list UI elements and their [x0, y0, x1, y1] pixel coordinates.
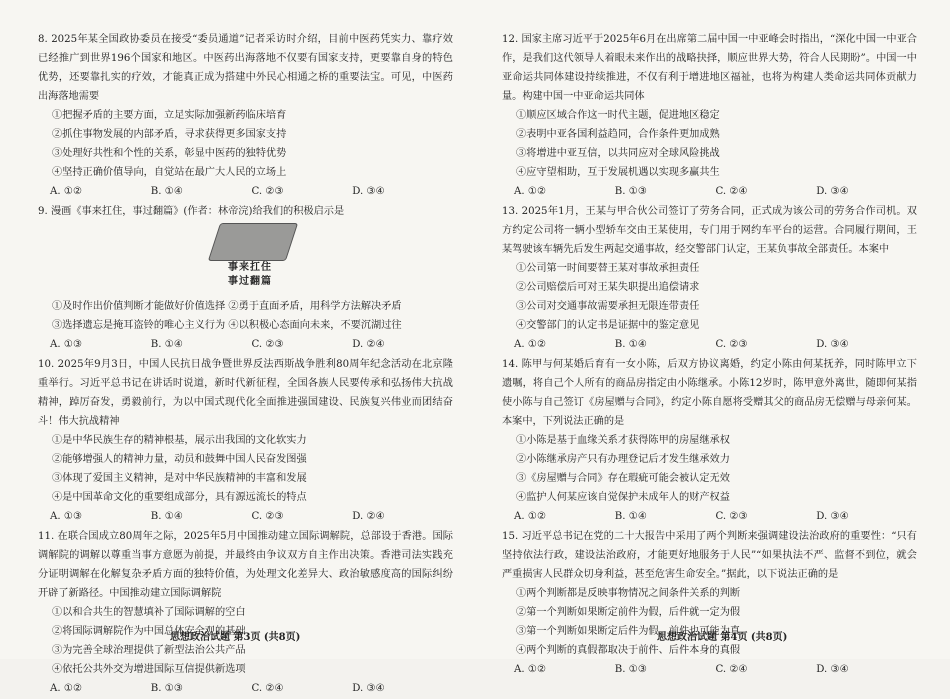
- option-line: ③选择遗忘是掩耳盗铃的唯心主义行为 ④以积极心态面向未来，不要沉湖过往: [52, 320, 402, 331]
- answer-choices: [38, 507, 453, 526]
- answer-choices: [502, 507, 917, 526]
- option-line: ②将国际调解院作为中国总体安全观的基础: [52, 626, 246, 637]
- question-9: [38, 202, 453, 354]
- option-line: ③处理好共性和个性的关系，彰显中医药的独特优势: [52, 148, 287, 159]
- answer-b: B. ①④: [614, 511, 647, 522]
- answer-b: B. ①③: [150, 683, 183, 694]
- answer-c: C. ②④: [715, 186, 748, 197]
- option-line: ③将增进中亚互信，以共同应对全球风险挑战: [516, 148, 720, 159]
- left-page-column: [38, 30, 453, 699]
- answer-a: A. ①②: [514, 186, 547, 197]
- cartoon-caption: 事来扛住: [228, 262, 272, 273]
- option-line: ④应守望相助，互于发展机遇以实现多赢共生: [516, 167, 720, 178]
- question-13: [502, 202, 917, 354]
- question-stem: 12. 国家主席习近平于2025年6月在出席第二届中国一中亚峰会时指出，“深化中国一中亚合作，是我们这代领导人着眼未来作出的战略抉择，顺应世界大势，符合人民期盼”。中国一中亚命运共同体建设持续推进，不仅有利于增进地区福祉，也将为构建人类命运共同体贡献力量。构建中国一中亚命运共同体: [502, 34, 917, 102]
- answer-choices: [38, 182, 453, 201]
- option-line: ②能够增强人的精神力量，动员和鼓舞中国人民奋发图强: [52, 454, 307, 465]
- question-15: [502, 527, 917, 679]
- answer-c: C. ②③: [715, 339, 748, 350]
- option-line: ①小陈是基于血缘关系才获得陈甲的房屋继承权: [516, 435, 730, 446]
- option-line: ①是中华民族生存的精神根基，展示出我国的文化软实力: [52, 435, 307, 446]
- answer-b: B. ①④: [614, 339, 647, 350]
- question-stem: 15. 习近平总书记在党的二十大报告中采用了两个判断来强调建设法治政府的重要性：“只有坚持依法行政，建设法治政府，才能更好地服务于人民”“如果执法不严、监督不到位，就会严重损害人民群众切身利益，甚至危害生命安全。”据此，以下说法正确的是: [502, 531, 917, 580]
- option-line: ④交警部门的认定书是证据中的鉴定意见: [516, 320, 700, 331]
- answer-a: A. ①②: [514, 664, 547, 675]
- answer-b: B. ①③: [614, 186, 647, 197]
- option-line: ③为完善全球治理提供了新型法治公共产品: [52, 645, 246, 656]
- option-line: ①公司第一时间要替王某对事故承担责任: [516, 263, 700, 274]
- option-line: ③《房屋赠与合同》存在瑕疵可能会被认定无效: [516, 473, 730, 484]
- answer-a: A. ①②: [50, 186, 83, 197]
- option-line: ③第一个判断如果断定后件为假，前件也可能为真: [516, 626, 741, 637]
- question-11: [38, 527, 453, 698]
- answer-choices: [38, 335, 453, 354]
- option-line: ②表明中亚各国利益趋同，合作条件更加成熟: [516, 129, 720, 140]
- answer-choices: [502, 335, 917, 354]
- option-line: ④监护人何某应该自觉保护未成年人的财产权益: [516, 492, 730, 503]
- answer-c: C. ②③: [251, 186, 284, 197]
- answer-d: D. ②④: [352, 339, 385, 350]
- answer-d: D. ③④: [816, 511, 849, 522]
- option-line: ②抓住事物发展的内部矛盾，寻求获得更多国家支持: [52, 129, 287, 140]
- answer-a: A. ①②: [50, 683, 83, 694]
- answer-c: C. ②③: [251, 511, 284, 522]
- answer-b: B. ①③: [614, 664, 647, 675]
- question-10: [38, 355, 453, 526]
- option-line: ②小陈继承房产只有办理登记后才发生继承效力: [516, 454, 730, 465]
- answer-c: C. ②④: [251, 683, 284, 694]
- question-14: [502, 355, 917, 526]
- answer-b: B. ①④: [150, 511, 183, 522]
- answer-choices: [502, 660, 917, 679]
- answer-choices: [38, 679, 453, 698]
- question-stem: 11. 在联合国成立80周年之际，2025年5月中国推动建立国际调解院，总部设于香港。国际调解院的调解以尊重当事方意愿为前提，并最终由争议双方自主作出决策。香港司法实践充分证明调解在化解复杂矛盾方面的独特价值，为处理文化差异大、政治敏感度高的国际纠纷开辟了新路径。中国推动建立国际调解院: [38, 531, 453, 599]
- option-line: ①两个判断都是反映事物情况之间条件关系的判断: [516, 588, 741, 599]
- option-line: ④两个判断的真假都取决于前件、后件本身的真假: [516, 645, 741, 656]
- answer-a: A. ①③: [50, 511, 83, 522]
- option-line: ①顺应区域合作这一时代主题，促进地区稳定: [516, 110, 720, 121]
- answer-a: A. ①②: [514, 339, 547, 350]
- answer-d: D. ③④: [352, 683, 385, 694]
- cartoon-image: [210, 223, 290, 295]
- option-line: ①及时作出价值判断才能做好价值选择 ②勇于直面矛盾，用科学方法解决矛盾: [52, 301, 402, 312]
- answer-d: D. ③④: [816, 339, 849, 350]
- answer-choices: [502, 182, 917, 201]
- question-stem: 9. 漫画《事来扛住，事过翻篇》(作者：林帝浣)给我们的积极启示是: [38, 206, 345, 217]
- answer-d: D. ③④: [352, 186, 385, 197]
- right-page-column: [502, 30, 917, 680]
- option-line: ①以和合共生的智慧填补了国际调解的空白: [52, 607, 246, 618]
- cartoon-caption: 事过翻篇: [228, 276, 272, 287]
- answer-b: B. ①④: [150, 339, 183, 350]
- page-footer: 思想政治试题 第3页 (共8页): [170, 632, 301, 643]
- answer-a: A. ①②: [514, 511, 547, 522]
- answer-c: C. ②③: [715, 511, 748, 522]
- question-stem: 10. 2025年9月3日，中国人民抗日战争暨世界反法西斯战争胜利80周年纪念活动在北京隆重举行。习近平总书记在讲话时说道，新时代新征程，全国各族人民要传承和弘扬伟大抗战精神，踔厉奋发，勇毅前行，为以中国式现代化全面推进强国建设、民族复兴伟业而团结奋斗！伟大抗战精神: [38, 359, 453, 427]
- question-12: [502, 30, 917, 201]
- answer-d: D. ③④: [816, 664, 849, 675]
- question-stem: 13. 2025年1月，王某与甲合伙公司签订了劳务合同，正式成为该公司的劳务合作司机。双方约定公司将一辆小型轿车交由王某使用，专门用于网约车平台的运营。合同履行期间，王某驾驶该车辆先后发生两起交通事故，经交警部门认定，王某负事故全部责任。本案中: [502, 206, 917, 255]
- answer-d: D. ②④: [352, 511, 385, 522]
- answer-c: C. ②③: [251, 339, 284, 350]
- option-line: ④依托公共外交为增进国际互信提供新选项: [52, 664, 246, 675]
- question-stem: 14. 陈甲与何某婚后育有一女小陈，后双方协议离婚，约定小陈由何某抚养，同时陈甲立下遗嘱，将自己个人所有的商品房指定由小陈继承。小陈12岁时，陈甲意外离世，随即何某指使小陈与自己签订《房屋赠与合同》，约定小陈自愿将受赠其父的商品房无偿赠与母亲何某。本案中，下列说法正确的是: [502, 359, 917, 427]
- answer-d: D. ③④: [816, 186, 849, 197]
- option-line: ④坚持正确价值导向，自觉站在最广大人民的立场上: [52, 167, 287, 178]
- book-illustration: [208, 223, 298, 261]
- answer-b: B. ①④: [150, 186, 183, 197]
- option-line: ③公司对交通事故需要承担无限连带责任: [516, 301, 700, 312]
- question-8: [38, 30, 453, 201]
- question-stem: 8. 2025年某全国政协委员在接受“委员通道”记者采访时介绍，目前中医药凭实力、靠疗效已经推广到世界196个国家和地区。中医药出海落地不仅要有国家支持，更要靠自身的特色优势，还要靠扎实的疗效，才能真正成为搭建中外民心相通之桥的重要法宝。可见，中医药出海落地需要: [38, 34, 453, 102]
- answer-c: C. ②④: [715, 664, 748, 675]
- option-line: ②公司赔偿后可对王某失职提出追偿请求: [516, 282, 700, 293]
- option-line: ④是中国革命文化的重要组成部分，具有源远流长的特点: [52, 492, 307, 503]
- page-footer: 思想政治试题 第4页 (共8页): [657, 632, 788, 643]
- answer-a: A. ①③: [50, 339, 83, 350]
- option-line: ②第一个判断如果断定前件为假，后件就一定为假: [516, 607, 741, 618]
- option-line: ③体现了爱国主义精神，是对中华民族精神的丰富和发展: [52, 473, 307, 484]
- option-line: ①把握矛盾的主要方面，立足实际加强新药临床培育: [52, 110, 287, 121]
